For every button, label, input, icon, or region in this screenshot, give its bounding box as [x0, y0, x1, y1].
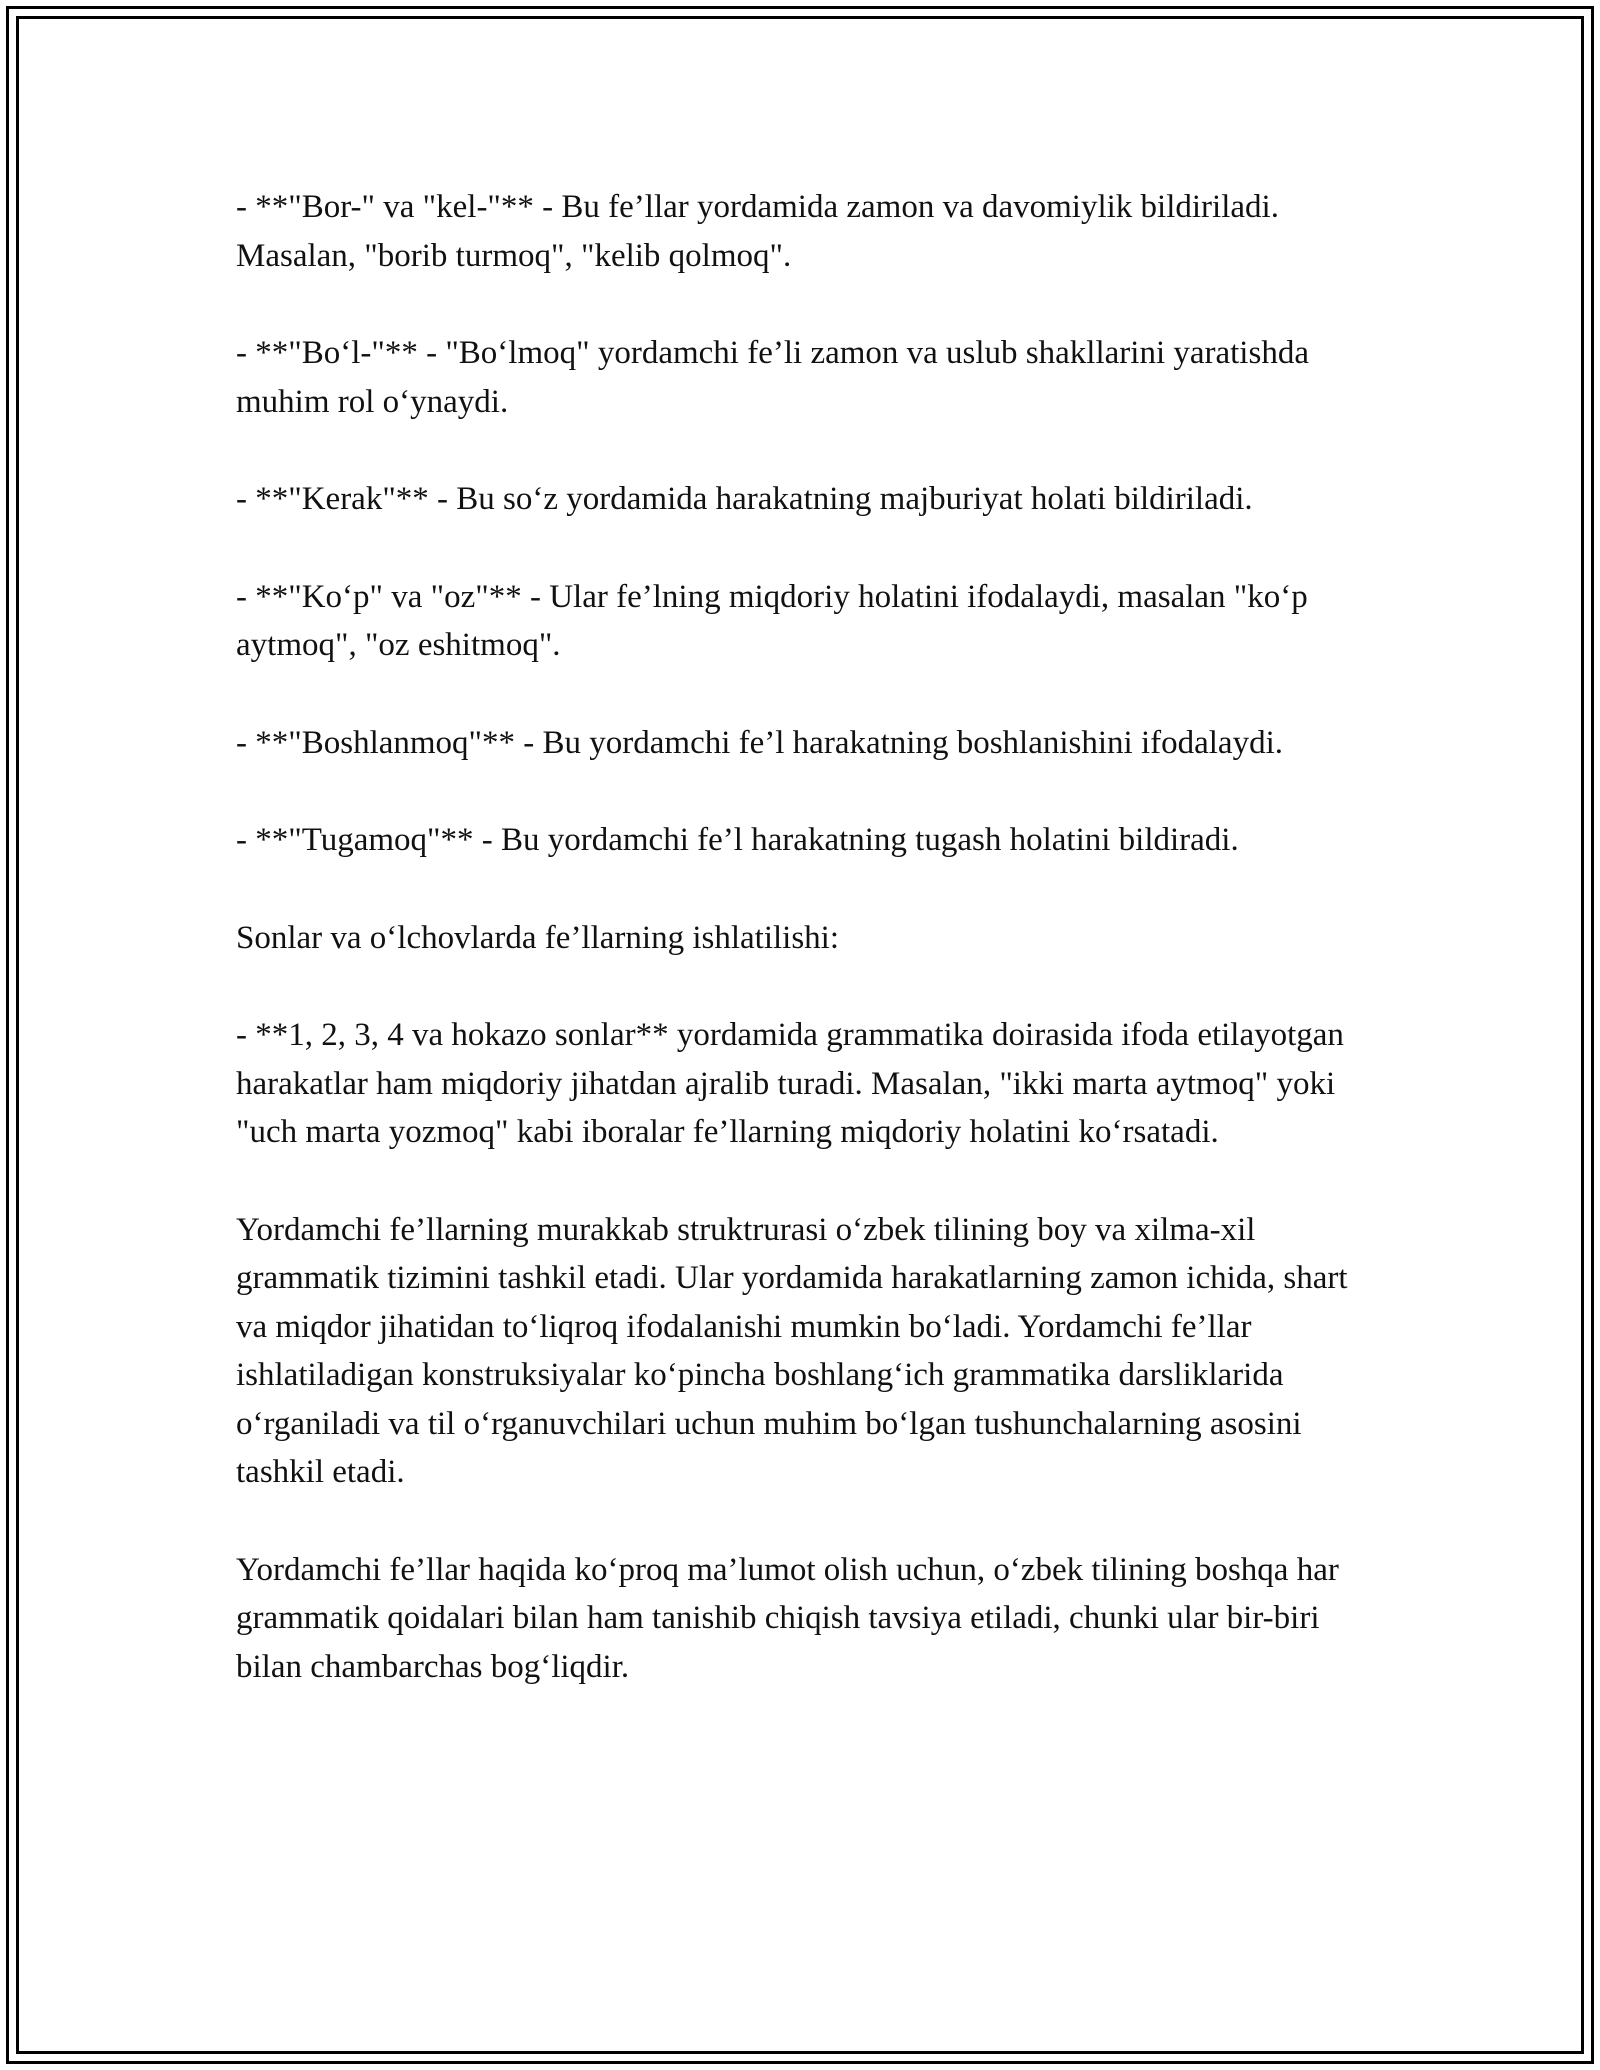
bullet-tugamoq: - **"Tugamoq"** - Bu yordamchi fe’l harakatning tugash holatini bildiradi. — [236, 822, 1239, 858]
bullet-kerak: - **"Kerak"** - Bu so‘z yordamida harakatning majburiyat holati bildiriladi. — [236, 481, 1253, 517]
bullet-sonlar: - **1, 2, 3, 4 va hokazo sonlar** yordamida grammatika doirasida ifoda etilayotgan harakatlar ham miqdoriy jihatdan ajralib turadi. Masalan, "ikki marta aytmoq" yoki "uch marta yozmoq" kabi iboralar fe’llarning miqdoriy holatini ko‘rsatadi. — [236, 1017, 1344, 1150]
section-heading-sonlar: Sonlar va o‘lchovlarda fe’llarning ishlatilishi: — [236, 919, 840, 956]
paragraph-recommendation: Yordamchi fe’llar haqida ko‘proq ma’lumot olish uchun, o‘zbek tilining boshqa har grammatik qoidalari bilan ham tanishib chiqish tavsiya etiladi, chunki ular bir-biri bilan chambarchas bog‘liqdir. — [236, 1551, 1339, 1685]
bullet-bor-kel: - **"Bor-" va "kel-"** - Bu fe’llar yordamida zamon va davomiylik bildiriladi. Masalan, "borib turmoq", "kelib qolmoq". — [236, 189, 1279, 274]
paragraph-summary: Yordamchi fe’llarning murakkab struktrurasi o‘zbek tilining boy va xilma-xil grammatik tizimini tashkil etadi. Ular yordamida harakatlarning zamon ichida, shart va miqdor jihatidan to‘liqroq ifodalanishi mumkin bo‘ladi. Yordamchi fe’llar ishlatiladigan konstruksiyalar ko‘pincha boshlang‘ich grammatika darsliklarida o‘rganiladi va til o‘rganuvchilari uchun muhim bo‘lgan tushunchalarning asosini tashkil etadi. — [236, 1211, 1348, 1490]
bullet-boshlanmoq: - **"Boshlanmoq"** - Bu yordamchi fe’l harakatning boshlanishini ifodalaydi. — [236, 724, 1283, 761]
bullet-bol: - **"Bo‘l-"** - "Bo‘lmoq" yordamchi fe’li zamon va uslub shakllarini yaratishda muhim rol o‘ynaydi. — [236, 335, 1309, 420]
bullet-kop-oz: - **"Ko‘p" va "oz"** - Ular fe’lning miqdoriy holatini ifodalaydi, masalan "ko‘p aytmoq", "oz eshitmoq". — [236, 578, 1308, 663]
document-body — [236, 183, 1376, 1691]
